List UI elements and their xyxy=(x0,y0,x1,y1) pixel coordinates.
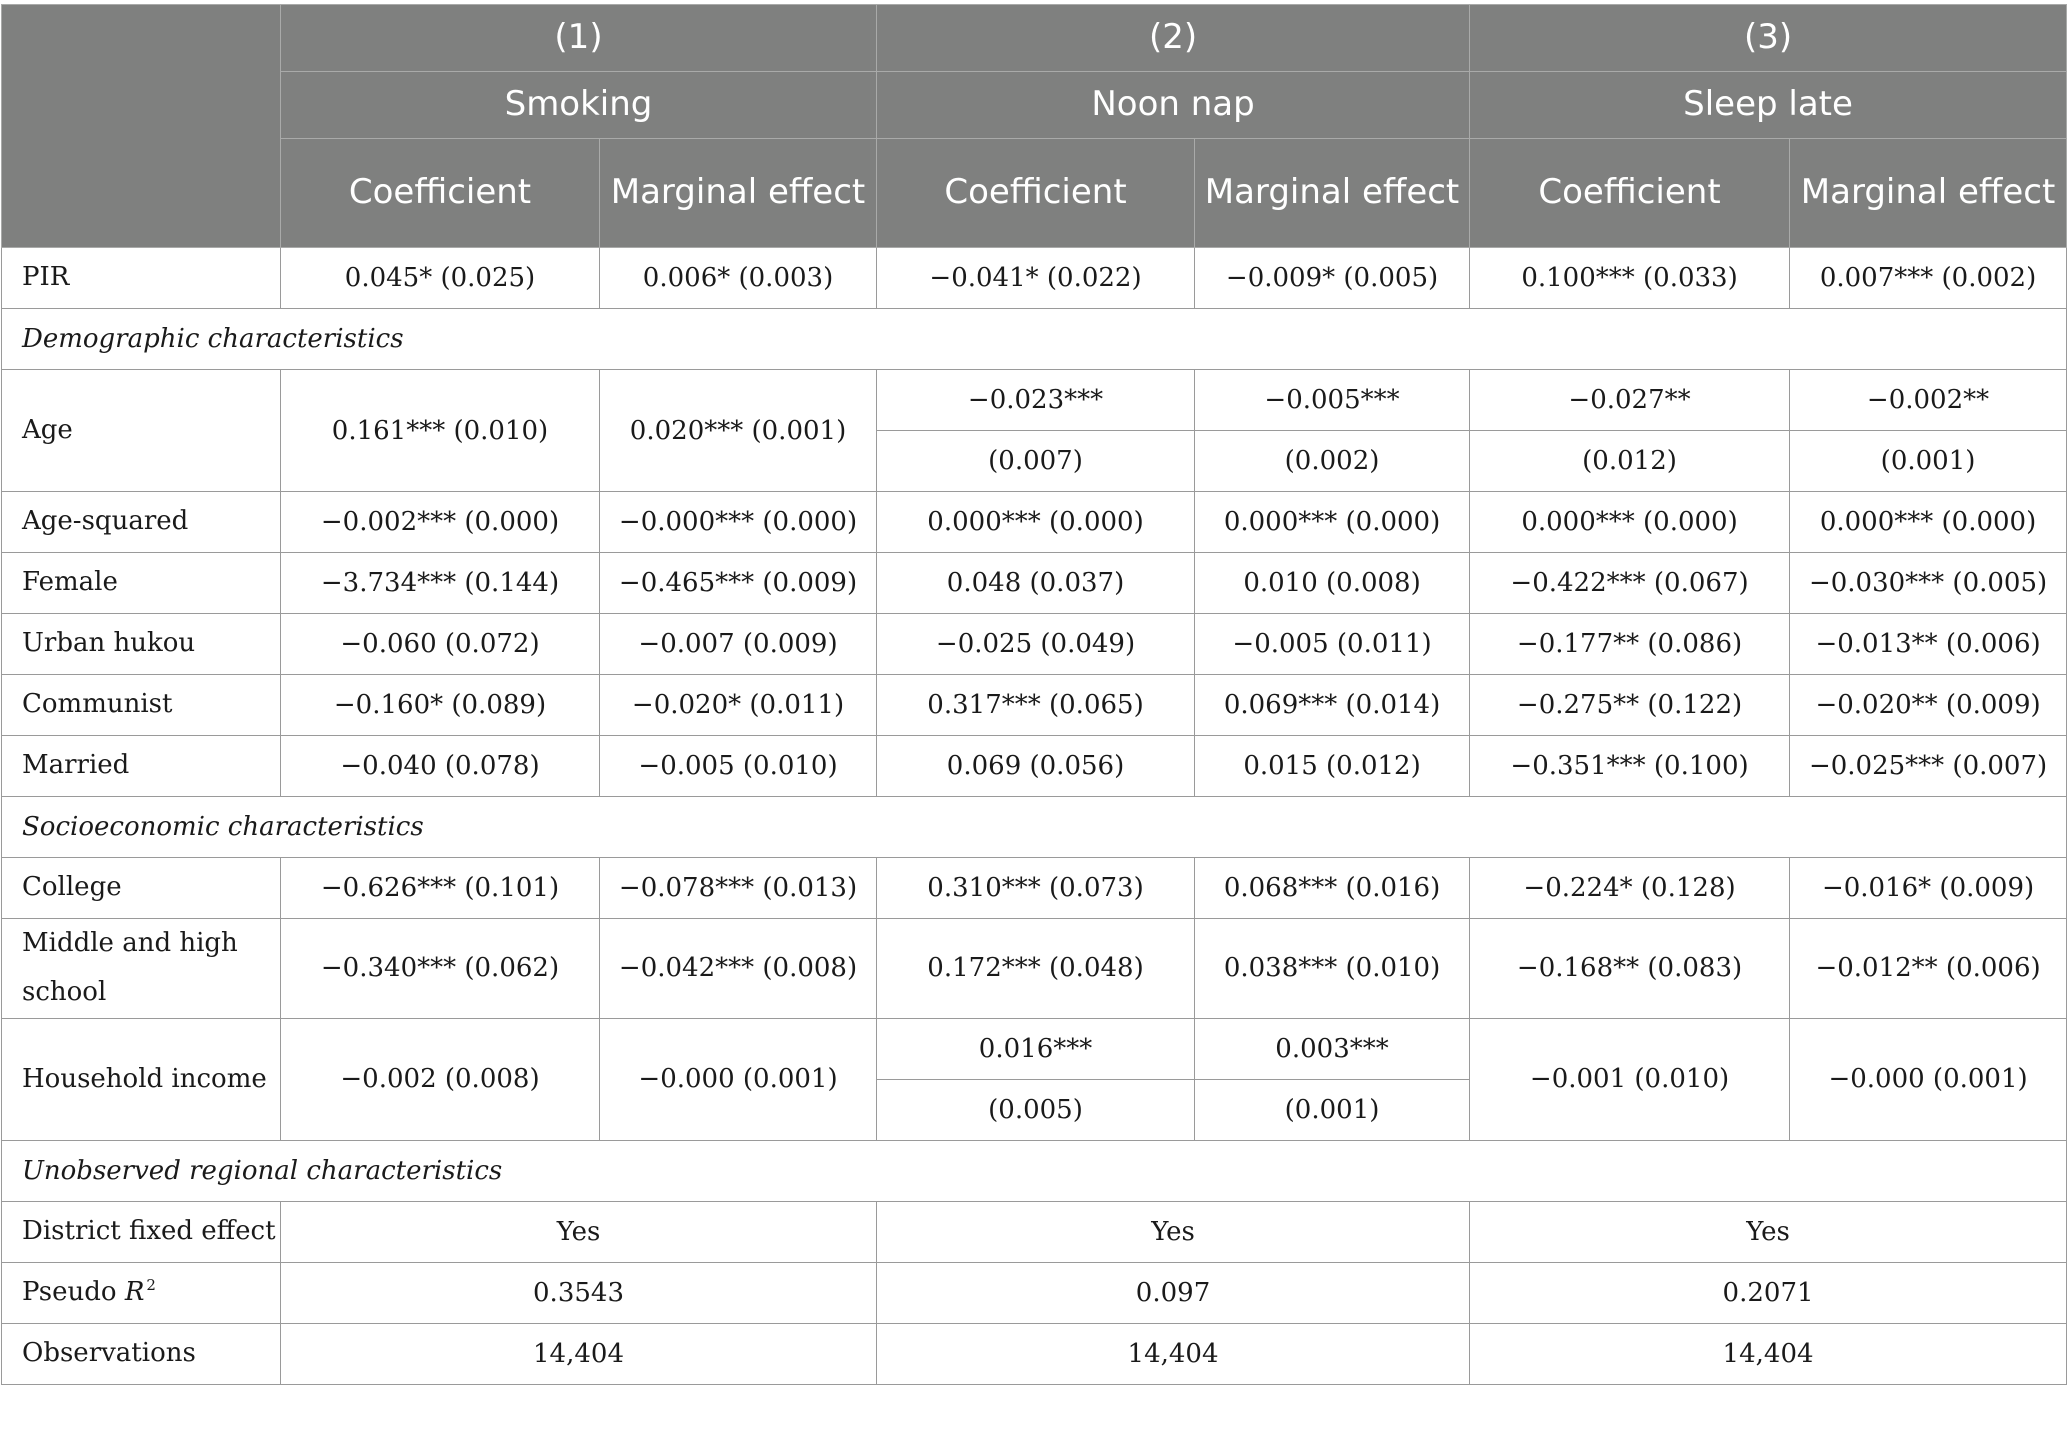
table-row-age xyxy=(2,370,2067,431)
noon-nap-coefficient-header: Coefficient xyxy=(877,139,1195,248)
table-cell: 0.069 (0.056) xyxy=(877,736,1195,797)
table-row-female xyxy=(2,553,2067,614)
model-1-header: (1) xyxy=(281,5,877,72)
table-cell: −0.020* (0.011) xyxy=(600,675,877,736)
table-cell: (0.001) xyxy=(1790,431,2067,492)
table-cell: 0.317*** (0.065) xyxy=(877,675,1195,736)
table-cell: 0.038*** (0.010) xyxy=(1195,919,1470,1019)
table-row-communist xyxy=(2,675,2067,736)
table-cell: 14,404 xyxy=(1470,1323,2067,1384)
table-cell: −0.040 (0.078) xyxy=(281,736,600,797)
table-cell: −0.030*** (0.005) xyxy=(1790,553,2067,614)
table-cell: −0.160* (0.089) xyxy=(281,675,600,736)
table-cell: −0.001 (0.010) xyxy=(1470,1018,1790,1140)
row-label: Household income xyxy=(2,1018,281,1140)
table-cell: Yes xyxy=(281,1201,877,1262)
smoking-marginal-header: Marginal effect xyxy=(600,139,877,248)
table-cell: −0.000 (0.001) xyxy=(1790,1018,2067,1140)
noon-nap-marginal-header: Marginal effect xyxy=(1195,139,1470,248)
table-cell: −0.078*** (0.013) xyxy=(600,858,877,919)
table-cell: 14,404 xyxy=(281,1323,877,1384)
row-label: Urban hukou xyxy=(2,614,281,675)
table-cell: 0.016*** xyxy=(877,1018,1195,1079)
table-cell: 0.069*** (0.014) xyxy=(1195,675,1470,736)
table-cell: −0.023*** xyxy=(877,370,1195,431)
row-label: PIR xyxy=(2,248,281,309)
row-label: Age-squared xyxy=(2,492,281,553)
table-row-pseudo-r2 xyxy=(2,1262,2067,1323)
row-label: Middle and high school xyxy=(2,919,281,1019)
table-cell: 0.2071 xyxy=(1470,1262,2067,1323)
table-row-observations xyxy=(2,1323,2067,1384)
table-cell: 14,404 xyxy=(877,1323,1470,1384)
table-cell: 0.015 (0.012) xyxy=(1195,736,1470,797)
r-symbol: R xyxy=(124,1277,145,1308)
table-cell: −0.005 (0.010) xyxy=(600,736,877,797)
header-row-outcomes xyxy=(2,72,2067,139)
table-cell: 0.020*** (0.001) xyxy=(600,370,877,492)
table-cell: 0.000*** (0.000) xyxy=(1790,492,2067,553)
table-row-district-fixed-effect xyxy=(2,1201,2067,1262)
table-cell: 0.100*** (0.033) xyxy=(1470,248,1790,309)
table-cell: 0.003*** xyxy=(1195,1018,1470,1079)
table-cell: 0.3543 xyxy=(281,1262,877,1323)
table-cell: −3.734*** (0.144) xyxy=(281,553,600,614)
table-cell: −0.007 (0.009) xyxy=(600,614,877,675)
section-heading: Unobserved regional characteristics xyxy=(2,1140,2067,1201)
section-heading: Demographic characteristics xyxy=(2,309,2067,370)
header-corner-cell xyxy=(2,5,281,248)
row-label: College xyxy=(2,858,281,919)
table-row-age-squared xyxy=(2,492,2067,553)
section-heading: Socioeconomic characteristics xyxy=(2,797,2067,858)
table-cell: −0.002 (0.008) xyxy=(281,1018,600,1140)
table-cell: 0.048 (0.037) xyxy=(877,553,1195,614)
outcome-sleep-late-header: Sleep late xyxy=(1470,72,2067,139)
table-cell: 0.010 (0.008) xyxy=(1195,553,1470,614)
table-cell: 0.000*** (0.000) xyxy=(1470,492,1790,553)
sleep-late-marginal-header: Marginal effect xyxy=(1790,139,2067,248)
table-cell: (0.002) xyxy=(1195,431,1470,492)
table-row-household-income xyxy=(2,1018,2067,1079)
table-cell: −0.060 (0.072) xyxy=(281,614,600,675)
table-cell: −0.027** xyxy=(1470,370,1790,431)
table-cell: −0.013** (0.006) xyxy=(1790,614,2067,675)
table-cell: −0.005 (0.011) xyxy=(1195,614,1470,675)
table-cell: −0.351*** (0.100) xyxy=(1470,736,1790,797)
table-cell: −0.041* (0.022) xyxy=(877,248,1195,309)
table-cell: −0.626*** (0.101) xyxy=(281,858,600,919)
table-cell: 0.097 xyxy=(877,1262,1470,1323)
table-cell: 0.000*** (0.000) xyxy=(877,492,1195,553)
outcome-smoking-header: Smoking xyxy=(281,72,877,139)
table-cell: −0.465*** (0.009) xyxy=(600,553,877,614)
table-cell: −0.016* (0.009) xyxy=(1790,858,2067,919)
table-cell: −0.005*** xyxy=(1195,370,1470,431)
table-cell: −0.000*** (0.000) xyxy=(600,492,877,553)
table-header xyxy=(2,5,2067,248)
table-cell: −0.002** xyxy=(1790,370,2067,431)
table-cell: −0.020** (0.009) xyxy=(1790,675,2067,736)
table-cell: −0.025 (0.049) xyxy=(877,614,1195,675)
sleep-late-coefficient-header: Coefficient xyxy=(1470,139,1790,248)
table-cell: −0.025*** (0.007) xyxy=(1790,736,2067,797)
table-cell: −0.224* (0.128) xyxy=(1470,858,1790,919)
table-cell: −0.177** (0.086) xyxy=(1470,614,1790,675)
table-cell: −0.000 (0.001) xyxy=(600,1018,877,1140)
section-row-socioeconomic xyxy=(2,797,2067,858)
row-label xyxy=(2,1262,281,1323)
table-cell: −0.009* (0.005) xyxy=(1195,248,1470,309)
table-row-married xyxy=(2,736,2067,797)
table-cell: −0.002*** (0.000) xyxy=(281,492,600,553)
row-label: Married xyxy=(2,736,281,797)
table-cell: (0.001) xyxy=(1195,1079,1470,1140)
table-cell: 0.310*** (0.073) xyxy=(877,858,1195,919)
table-cell: −0.012** (0.006) xyxy=(1790,919,2067,1019)
table-row-middle-high-school xyxy=(2,919,2067,1019)
row-label: Observations xyxy=(2,1323,281,1384)
table-cell: −0.275** (0.122) xyxy=(1470,675,1790,736)
table-cell: −0.042*** (0.008) xyxy=(600,919,877,1019)
table-cell: 0.161*** (0.010) xyxy=(281,370,600,492)
section-row-regional xyxy=(2,1140,2067,1201)
superscript-two: 2 xyxy=(146,1276,156,1295)
table-cell: (0.007) xyxy=(877,431,1195,492)
model-3-header: (3) xyxy=(1470,5,2067,72)
table-cell: 0.045* (0.025) xyxy=(281,248,600,309)
table-cell: 0.000*** (0.000) xyxy=(1195,492,1470,553)
outcome-noon-nap-header: Noon nap xyxy=(877,72,1470,139)
table-cell: Yes xyxy=(1470,1201,2067,1262)
table-cell: 0.007*** (0.002) xyxy=(1790,248,2067,309)
table-cell: (0.012) xyxy=(1470,431,1790,492)
table-cell: −0.422*** (0.067) xyxy=(1470,553,1790,614)
row-label: Female xyxy=(2,553,281,614)
table-cell: −0.168** (0.083) xyxy=(1470,919,1790,1019)
row-label: Communist xyxy=(2,675,281,736)
smoking-coefficient-header: Coefficient xyxy=(281,139,600,248)
table-cell: −0.340*** (0.062) xyxy=(281,919,600,1019)
table-row-college xyxy=(2,858,2067,919)
section-row-demographic xyxy=(2,309,2067,370)
header-row-models xyxy=(2,5,2067,72)
table-row-urban-hukou xyxy=(2,614,2067,675)
table-row-pir xyxy=(2,248,2067,309)
table-cell: 0.006* (0.003) xyxy=(600,248,877,309)
regression-table xyxy=(1,4,2067,1385)
table-body xyxy=(2,248,2067,1385)
pseudo-label-text: Pseudo xyxy=(22,1277,117,1308)
table-cell: (0.005) xyxy=(877,1079,1195,1140)
model-2-header: (2) xyxy=(877,5,1470,72)
table-cell: Yes xyxy=(877,1201,1470,1262)
table-cell: 0.068*** (0.016) xyxy=(1195,858,1470,919)
row-label: Age xyxy=(2,370,281,492)
header-row-subcolumns xyxy=(2,139,2067,248)
row-label: District fixed effect xyxy=(2,1201,281,1262)
table-cell: 0.172*** (0.048) xyxy=(877,919,1195,1019)
